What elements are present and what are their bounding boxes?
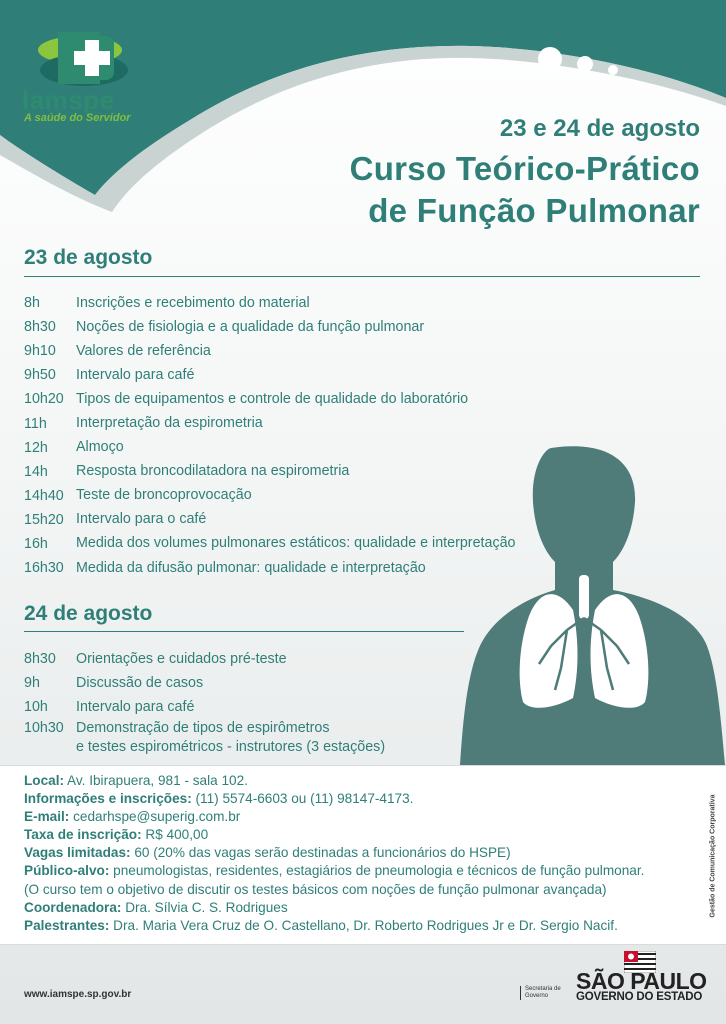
day2-divider [24, 631, 464, 632]
schedule-time: 8h30 [24, 319, 56, 336]
schedule-activity: Valores de referência [76, 342, 211, 359]
info-value: R$ 400,00 [141, 827, 209, 843]
info-line [24, 808, 644, 826]
info-line [24, 844, 644, 862]
logo-brand-text: Iamspe [22, 85, 115, 115]
schedule-row [24, 695, 385, 719]
schedule-time: 9h50 [24, 367, 56, 384]
schedule-activity-line1: Demonstração de tipos de espirômetros [76, 720, 330, 737]
schedule-activity-line2: e testes espirométricos - instrutores (3 estações) [76, 739, 386, 756]
info-line [24, 772, 644, 790]
schedule-row [24, 411, 516, 435]
info-line [24, 899, 644, 917]
schedule-time: 14h [24, 463, 48, 480]
side-credit-text: Gestão de Comunicação Corporativa [709, 794, 717, 918]
schedule-activity: Intervalo para café [76, 366, 195, 383]
side-credit [707, 786, 719, 926]
day1-heading: 23 de agosto [24, 246, 153, 269]
schedule-activity: Interpretação da espirometria [76, 415, 263, 432]
schedule-activity: Teste de broncoprovocação [76, 487, 252, 504]
governo-wordmark: GOVERNO DO ESTADO [576, 991, 703, 1003]
website-link[interactable]: www.iamspe.sp.gov.br [24, 989, 132, 1000]
info-value: Dra. Maria Vera Cruz de O. Castellano, Dr. Roberto Rodrigues Jr e Dr. Sergio Nacif. [109, 917, 618, 933]
secretaria-line1: Secretaria de [525, 986, 561, 992]
info-label: Informações e inscrições: [24, 791, 192, 807]
info-line [24, 917, 644, 935]
day2-schedule [24, 647, 385, 759]
schedule-activity: Discussão de casos [76, 674, 204, 691]
human-lungs-illustration [455, 440, 725, 765]
course-title [350, 148, 700, 232]
schedule-time: 9h10 [24, 343, 56, 360]
schedule-row [24, 671, 385, 695]
info-lines [24, 772, 644, 935]
schedule-time: 11h [24, 415, 47, 432]
schedule-activity: Medida dos volumes pulmonares estáticos: qualidade e interpretação [76, 535, 516, 552]
schedule-row [24, 484, 516, 508]
day1-divider [24, 276, 700, 277]
info-line [24, 826, 644, 844]
logo-tagline: A saúde do Servidor [24, 112, 131, 124]
schedule-row [24, 532, 516, 556]
schedule-row [24, 647, 385, 671]
secretaria-line2: Governo [525, 993, 549, 999]
schedule-time: 8h30 [24, 651, 56, 668]
course-title-line1: Curso Teórico-Prático [349, 150, 700, 187]
schedule-row [24, 436, 516, 460]
schedule-activity: Intervalo para o café [76, 511, 207, 528]
schedule-activity: Tipos de equipamentos e controle de qualidade do laboratório [76, 390, 469, 407]
schedule-time: 10h30 [24, 720, 64, 737]
schedule-time: 16h [24, 535, 48, 552]
schedule-time: 10h20 [24, 391, 64, 408]
info-value: (O curso tem o objetivo de discutir os testes básicos com noções de função pulmonar avançada) [24, 881, 607, 897]
schedule-time: 8h [24, 295, 40, 312]
schedule-time: 15h20 [24, 511, 64, 528]
day1-schedule [24, 291, 516, 580]
info-label: Vagas limitadas: [24, 845, 131, 861]
schedule-time: 14h40 [24, 487, 64, 504]
schedule-time: 9h [24, 675, 40, 692]
schedule-row [24, 387, 516, 411]
info-value: Av. Ibirapuera, 981 - sala 102. [64, 773, 248, 788]
schedule-row [24, 719, 385, 759]
info-line [24, 862, 644, 880]
schedule-activity: Almoço [76, 439, 124, 456]
info-label: Taxa de inscrição: [24, 827, 142, 843]
schedule-activity: Noções de fisiologia e a qualidade da função pulmonar [76, 318, 425, 335]
schedule-time: 10h [24, 699, 48, 716]
schedule-time: 12h [24, 439, 48, 456]
schedule-activity: Intervalo para café [76, 698, 195, 715]
schedule-activity: Resposta broncodilatadora na espirometria [76, 463, 350, 480]
schedule-activity: Orientações e cuidados pré-teste [76, 650, 287, 667]
schedule-row [24, 556, 516, 580]
schedule-row [24, 363, 516, 387]
secretaria-label [520, 986, 561, 1000]
info-label: Coordenadora: [24, 899, 122, 915]
schedule-row [24, 315, 516, 339]
day2-heading: 24 de agosto [24, 602, 153, 625]
schedule-activity: Medida da difusão pulmonar: qualidade e interpretação [76, 559, 426, 576]
info-label: Público-alvo: [24, 863, 110, 879]
course-title-line2: de Função Pulmonar [368, 192, 700, 229]
info-value: pneumologistas, residentes, estagiários de pneumologia e técnicos de função pulmonar. [109, 863, 645, 879]
info-panel [0, 765, 726, 945]
schedule-activity [76, 719, 385, 757]
schedule-row [24, 460, 516, 484]
info-line [24, 881, 644, 899]
info-line [24, 790, 644, 808]
info-value: 60 (20% das vagas serão destinadas a funcionários do HSPE) [130, 845, 511, 861]
schedule-row [24, 339, 516, 363]
schedule-row [24, 508, 516, 532]
info-value: (11) 5574-6603 ou (11) 98147-4173. [191, 791, 414, 807]
info-label: E-mail: [24, 809, 70, 825]
info-label: Local: [24, 773, 65, 788]
schedule-activity: Inscrições e recebimento do material [76, 294, 310, 311]
info-label: Palestrantes: [24, 917, 110, 933]
schedule-row [24, 291, 516, 315]
info-value-email[interactable]: cedarhspe@superig.com.br [69, 809, 241, 825]
info-value: Dra. Sílvia C. S. Rodrigues [121, 899, 288, 915]
event-dates: 23 e 24 de agosto [499, 115, 700, 142]
sao-paulo-wordmark: SÃO PAULO [576, 968, 707, 994]
schedule-time: 16h30 [24, 560, 64, 577]
